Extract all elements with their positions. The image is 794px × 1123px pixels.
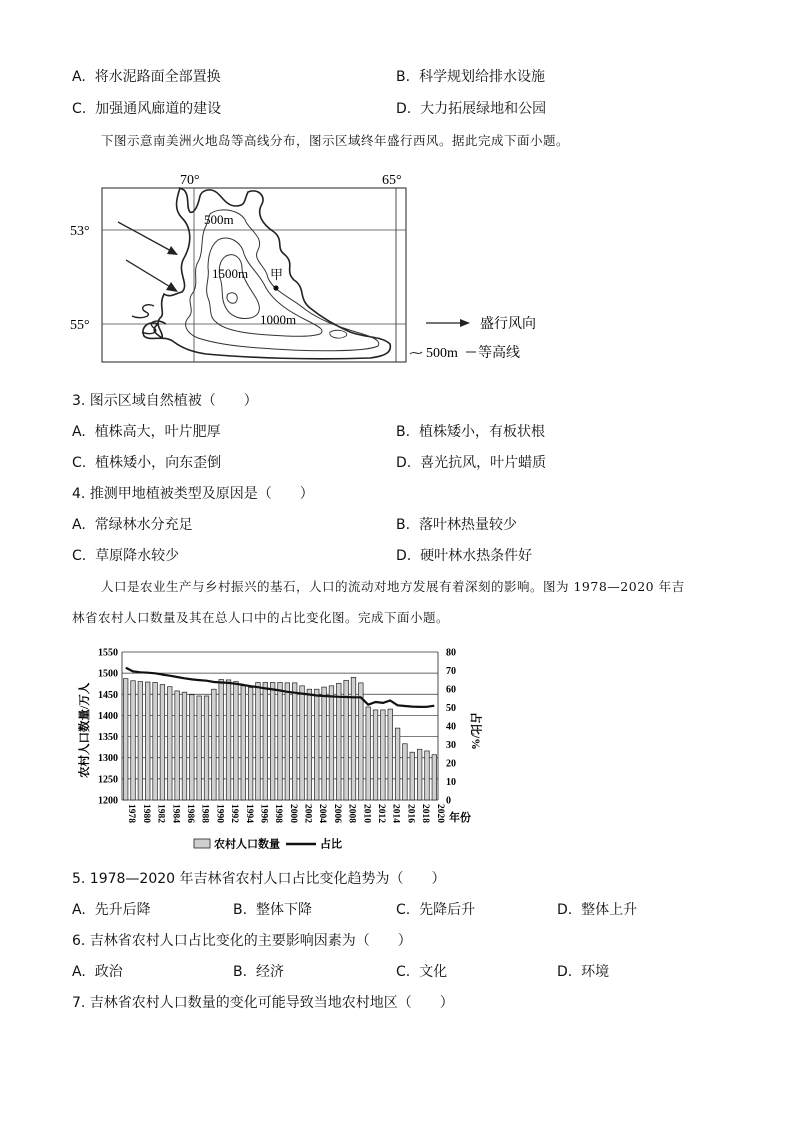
x-tick-label: 1978 bbox=[126, 804, 137, 823]
x-tick-label: 2016 bbox=[405, 804, 416, 823]
contour-small-peak-2 bbox=[330, 330, 347, 338]
chart-bar bbox=[138, 682, 143, 800]
q2-option-d: D. 大力拓展绿地和公园 bbox=[396, 101, 547, 117]
chart-bar bbox=[234, 682, 239, 800]
y-tick-label: 1350 bbox=[98, 732, 118, 744]
chart-y2label: 占比/% bbox=[469, 712, 481, 750]
q2-option-b: B. 科学规划给排水设施 bbox=[396, 69, 545, 85]
y-tick-label: 1200 bbox=[98, 795, 118, 807]
map-intro-text: 下图示意南美洲火地岛等高线分布，图示区域终年盛行西风。据此完成下面小题。 bbox=[101, 133, 570, 148]
q5-option-b: B. 整体下降 bbox=[233, 902, 312, 918]
y-tick-label: 1550 bbox=[98, 647, 118, 659]
legend-line-label: 占比 bbox=[320, 838, 342, 851]
chart-bar bbox=[197, 696, 202, 800]
q6-option-a: A. 政治 bbox=[72, 964, 123, 980]
chart-bar bbox=[395, 728, 400, 800]
chart-bar bbox=[403, 744, 408, 800]
chart-bar bbox=[373, 710, 378, 800]
y2-tick-label: 80 bbox=[446, 647, 456, 659]
chart-bar bbox=[123, 679, 128, 800]
chart-bar bbox=[182, 692, 187, 800]
x-tick-label: 1980 bbox=[140, 804, 151, 823]
chart-bar bbox=[292, 683, 297, 800]
chart-bar bbox=[337, 683, 342, 800]
q6-option-b: B. 经济 bbox=[233, 964, 284, 980]
chart-bar bbox=[388, 709, 393, 800]
q4-option-b: B. 落叶林热量较少 bbox=[396, 517, 517, 533]
y2-tick-label: 70 bbox=[446, 666, 456, 677]
contour-1500 bbox=[219, 255, 259, 319]
x-tick-label: 2000 bbox=[287, 804, 298, 823]
chart-bar bbox=[204, 696, 209, 800]
chart-bar bbox=[314, 689, 319, 800]
y-tick-label: 1250 bbox=[98, 774, 118, 786]
chart-intro-line1: 人口是农业生产与乡村振兴的基石，人口的流动对地方发展有着深刻的影响。图为 1978—2020 年吉 bbox=[101, 579, 685, 594]
legend-contour-value: 500m bbox=[426, 346, 458, 361]
wind-arrow-2 bbox=[126, 260, 178, 292]
jia-label: 甲 bbox=[270, 267, 284, 282]
x-tick-label: 2010 bbox=[361, 804, 372, 823]
q7-stem: 7. 吉林省农村人口数量的变化可能导致当地农村地区（ ） bbox=[72, 995, 454, 1011]
q3-option-a: A. 植株高大，叶片肥厚 bbox=[72, 424, 221, 440]
legend-contour-swatch bbox=[410, 352, 422, 354]
legend-contour-label: 等高线 bbox=[478, 346, 520, 361]
chart-bar bbox=[241, 686, 246, 800]
jia-point bbox=[273, 285, 278, 290]
x-tick-label: 1996 bbox=[258, 804, 269, 823]
y2-tick-label: 40 bbox=[446, 721, 456, 733]
chart-bar bbox=[410, 752, 415, 800]
legend-bar-label: 农村人口数量 bbox=[214, 838, 280, 851]
contour-1500-label: 1500m bbox=[212, 266, 249, 281]
lat-53-label: 53° bbox=[70, 224, 90, 239]
x-tick-label: 2004 bbox=[317, 804, 328, 823]
chart-bar bbox=[432, 755, 437, 800]
chart-bar bbox=[307, 689, 312, 800]
x-tick-label: 2008 bbox=[346, 804, 357, 823]
x-tick-label: 1992 bbox=[229, 804, 240, 823]
x-tick-label: 1988 bbox=[199, 804, 210, 823]
x-tick-label: 2018 bbox=[420, 804, 431, 823]
y2-tick-label: 50 bbox=[446, 703, 456, 714]
chart-bar bbox=[160, 685, 165, 800]
q6-stem: 6. 吉林省农村人口占比变化的主要影响因素为（ ） bbox=[72, 933, 412, 949]
x-tick-label: 2006 bbox=[331, 804, 342, 823]
x-tick-label: 1990 bbox=[214, 804, 225, 823]
x-tick-label: 2020 bbox=[434, 804, 445, 823]
x-tick-label: 1984 bbox=[170, 804, 181, 823]
chart-bar bbox=[219, 679, 224, 800]
chart-bar bbox=[263, 682, 268, 800]
population-chart bbox=[70, 640, 490, 856]
legend-bar-swatch bbox=[194, 839, 210, 848]
chart-bar bbox=[425, 751, 430, 800]
chart-bar bbox=[226, 680, 231, 800]
contour-1000-label: 1000m bbox=[260, 312, 297, 327]
q4-option-d: D. 硬叶林水热条件好 bbox=[396, 548, 533, 564]
chart-xlabel: 年份 bbox=[449, 812, 471, 824]
contour-map bbox=[70, 166, 560, 366]
x-tick-label: 1998 bbox=[273, 804, 284, 823]
wind-arrow-1 bbox=[118, 222, 178, 255]
q5-option-d: D. 整体上升 bbox=[557, 902, 638, 918]
lon-65-label: 65° bbox=[382, 173, 402, 188]
chart-bar bbox=[256, 682, 261, 800]
chart-bar bbox=[329, 686, 334, 800]
legend-wind-label: 盛行风向 bbox=[480, 317, 536, 332]
coast-inlet-1 bbox=[132, 305, 154, 318]
chart-bar bbox=[131, 681, 136, 800]
contour-small-peak bbox=[227, 293, 237, 304]
q4-stem: 4. 推测甲地植被类型及原因是（ ） bbox=[72, 486, 314, 502]
chart-bar bbox=[248, 688, 253, 800]
x-tick-label: 1982 bbox=[155, 804, 166, 823]
q5-stem: 5. 1978—2020 年吉林省农村人口占比变化趋势为（ ） bbox=[72, 871, 446, 887]
q6-option-c: C. 文化 bbox=[396, 964, 448, 980]
q4-option-c: C. 草原降水较少 bbox=[72, 548, 180, 564]
lon-70-label: 70° bbox=[180, 173, 200, 188]
chart-bar bbox=[351, 677, 356, 800]
chart-bar bbox=[322, 687, 327, 800]
y2-tick-label: 30 bbox=[446, 740, 456, 751]
q3-option-c: C. 植株矮小，向东歪倒 bbox=[72, 455, 222, 471]
chart-bar bbox=[145, 682, 150, 800]
q5-option-c: C. 先降后升 bbox=[396, 902, 476, 918]
y2-tick-label: 0 bbox=[446, 795, 451, 807]
map-frame bbox=[102, 188, 406, 362]
legend-wind bbox=[426, 319, 470, 327]
q3-option-d: D. 喜光抗风，叶片蜡质 bbox=[396, 455, 547, 471]
chart-bar bbox=[285, 683, 290, 800]
y2-tick-label: 60 bbox=[446, 684, 456, 696]
chart-bar bbox=[270, 682, 275, 800]
y-tick-label: 1500 bbox=[98, 668, 118, 680]
x-tick-label: 2002 bbox=[302, 804, 313, 823]
y2-tick-label: 20 bbox=[446, 758, 456, 770]
q5-option-a: A. 先升后降 bbox=[72, 902, 151, 918]
chart-bar bbox=[366, 707, 371, 800]
contour-500-label: 500m bbox=[204, 212, 234, 227]
q6-option-d: D. 环境 bbox=[557, 964, 610, 980]
x-tick-label: 1994 bbox=[243, 804, 254, 823]
x-tick-label: 2012 bbox=[376, 804, 386, 823]
chart-bar bbox=[212, 689, 217, 800]
q2-option-c: C. 加强通风廊道的建设 bbox=[72, 101, 222, 117]
chart-ylabel: 农村人口数量/万人 bbox=[79, 682, 91, 778]
chart-bar bbox=[175, 691, 180, 800]
chart-bar bbox=[344, 680, 349, 800]
q2-option-a: A. 将水泥路面全部置换 bbox=[72, 69, 221, 85]
q4-option-a: A. 常绿林水分充足 bbox=[72, 517, 193, 533]
y-tick-label: 1450 bbox=[98, 689, 118, 701]
chart-bar bbox=[190, 695, 195, 800]
lat-55-label: 55° bbox=[70, 318, 90, 333]
x-tick-label: 1986 bbox=[185, 804, 195, 823]
chart-bars bbox=[123, 677, 436, 800]
chart-bar bbox=[417, 749, 422, 800]
chart-bar bbox=[167, 687, 172, 800]
chart-bar bbox=[278, 682, 283, 800]
q3-option-b: B. 植株矮小，有板状根 bbox=[396, 424, 545, 440]
chart-bar bbox=[381, 710, 386, 800]
y-tick-label: 1300 bbox=[98, 753, 118, 765]
q3-stem: 3. 图示区域自然植被（ ） bbox=[72, 393, 258, 409]
chart-intro-line2: 林省农村人口数量及其在总人口中的占比变化图。完成下面小题。 bbox=[72, 610, 450, 625]
x-tick-label: 2014 bbox=[390, 804, 401, 823]
chart-bar bbox=[153, 682, 158, 800]
y-tick-label: 1400 bbox=[98, 710, 118, 722]
chart-bar bbox=[300, 686, 305, 800]
y2-tick-label: 10 bbox=[446, 777, 456, 788]
